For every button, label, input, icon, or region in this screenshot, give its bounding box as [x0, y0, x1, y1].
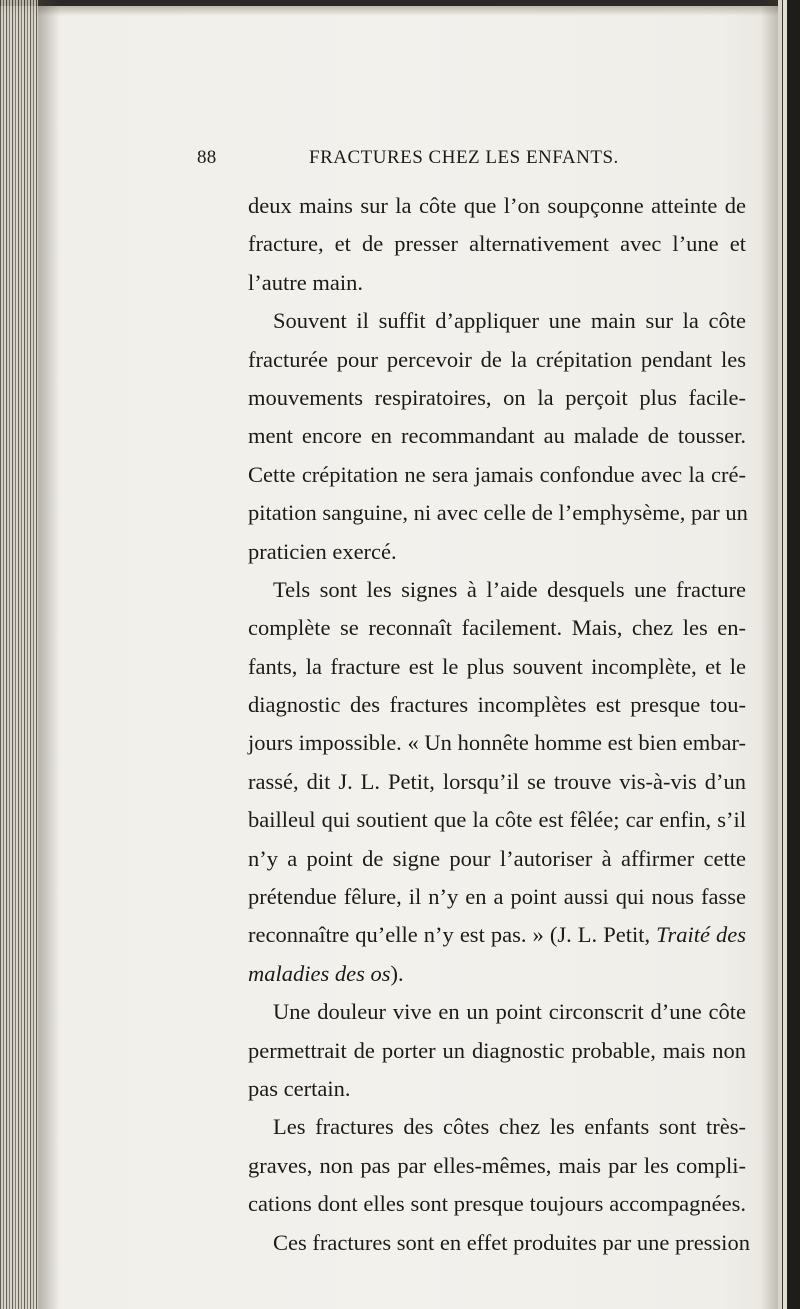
text-line: Les fractures des côtes chez les enfants sont très-	[273, 1114, 746, 1140]
right-edge-shadow	[760, 0, 778, 1309]
text-line: diagnostic des fractures incomplètes est presque tou-	[248, 692, 746, 718]
text-line: graves, non pas par elles-mêmes, mais par les compli-	[248, 1152, 746, 1178]
text-line: jours impossible. « Un honnête homme est bien embar-	[248, 730, 746, 756]
text-line: fracture, et de presser alternativement avec l’une et	[248, 231, 746, 257]
text-line: cations dont elles sont presque toujours accompagnées.	[248, 1191, 746, 1217]
text-line: fants, la fracture est le plus souvent incomplète, et le	[248, 653, 746, 679]
page-top-shading	[0, 6, 800, 16]
text-line: Tels sont les signes à l’aide desquels une fracture	[273, 576, 746, 602]
text-line: Ces fractures sont en effet produites par une pression	[273, 1229, 750, 1255]
text-line: Une douleur vive en un point circonscrit d’une côte	[273, 999, 746, 1025]
page-stack-edge	[778, 0, 800, 1309]
text-line: ment encore en recommandant au malade de tousser.	[248, 423, 746, 449]
spine-shadow	[38, 0, 60, 1309]
text-line: l’autre main.	[248, 269, 363, 295]
text-line: complète se reconnaît facilement. Mais, chez les en-	[248, 615, 746, 641]
text-line: Souvent il suffit d’appliquer une main sur la côte	[273, 308, 746, 334]
running-head	[197, 147, 677, 175]
text-line: rassé, dit J. L. Petit, lorsqu’il se trouve vis-à-vis d’un	[248, 768, 746, 794]
text-line: pitation sanguine, ni avec celle de l’emphysème, par un	[248, 500, 748, 526]
text-line: n’y a point de signe pour l’autoriser à affirmer cette	[248, 845, 746, 871]
text-line: fracturée pour percevoir de la crépitation pendant les	[248, 346, 746, 372]
running-title: FRACTURES CHEZ LES ENFANTS.	[309, 147, 619, 168]
citation-title: maladies des os	[248, 960, 391, 986]
body-text	[248, 187, 750, 1262]
text-line: permettrait de porter un diagnostic probable, mais non	[248, 1037, 746, 1063]
text-line: bailleul qui soutient que la côte est fêlée; car enfin, s’il	[248, 807, 746, 833]
text-line: Cette crépitation ne sera jamais confondue avec la cré-	[248, 461, 746, 487]
text-line: maladies des os).	[248, 960, 404, 986]
citation-title: Traité des	[656, 922, 746, 948]
book-spine	[0, 0, 38, 1309]
text-line: praticien exercé.	[248, 538, 397, 564]
text-line: deux mains sur la côte que l’on soupçonne atteinte de	[248, 193, 746, 218]
text-line: prétendue fêlure, il n’y en a point aussi qui nous fasse	[248, 884, 746, 910]
text-line: reconnaître qu’elle n’y est pas. » (J. L. Petit, Traité des	[248, 922, 746, 948]
page-number: 88	[197, 147, 217, 168]
text-line: pas certain.	[248, 1075, 351, 1101]
text-line: mouvements respiratoires, on la perçoit plus facile-	[248, 384, 746, 410]
